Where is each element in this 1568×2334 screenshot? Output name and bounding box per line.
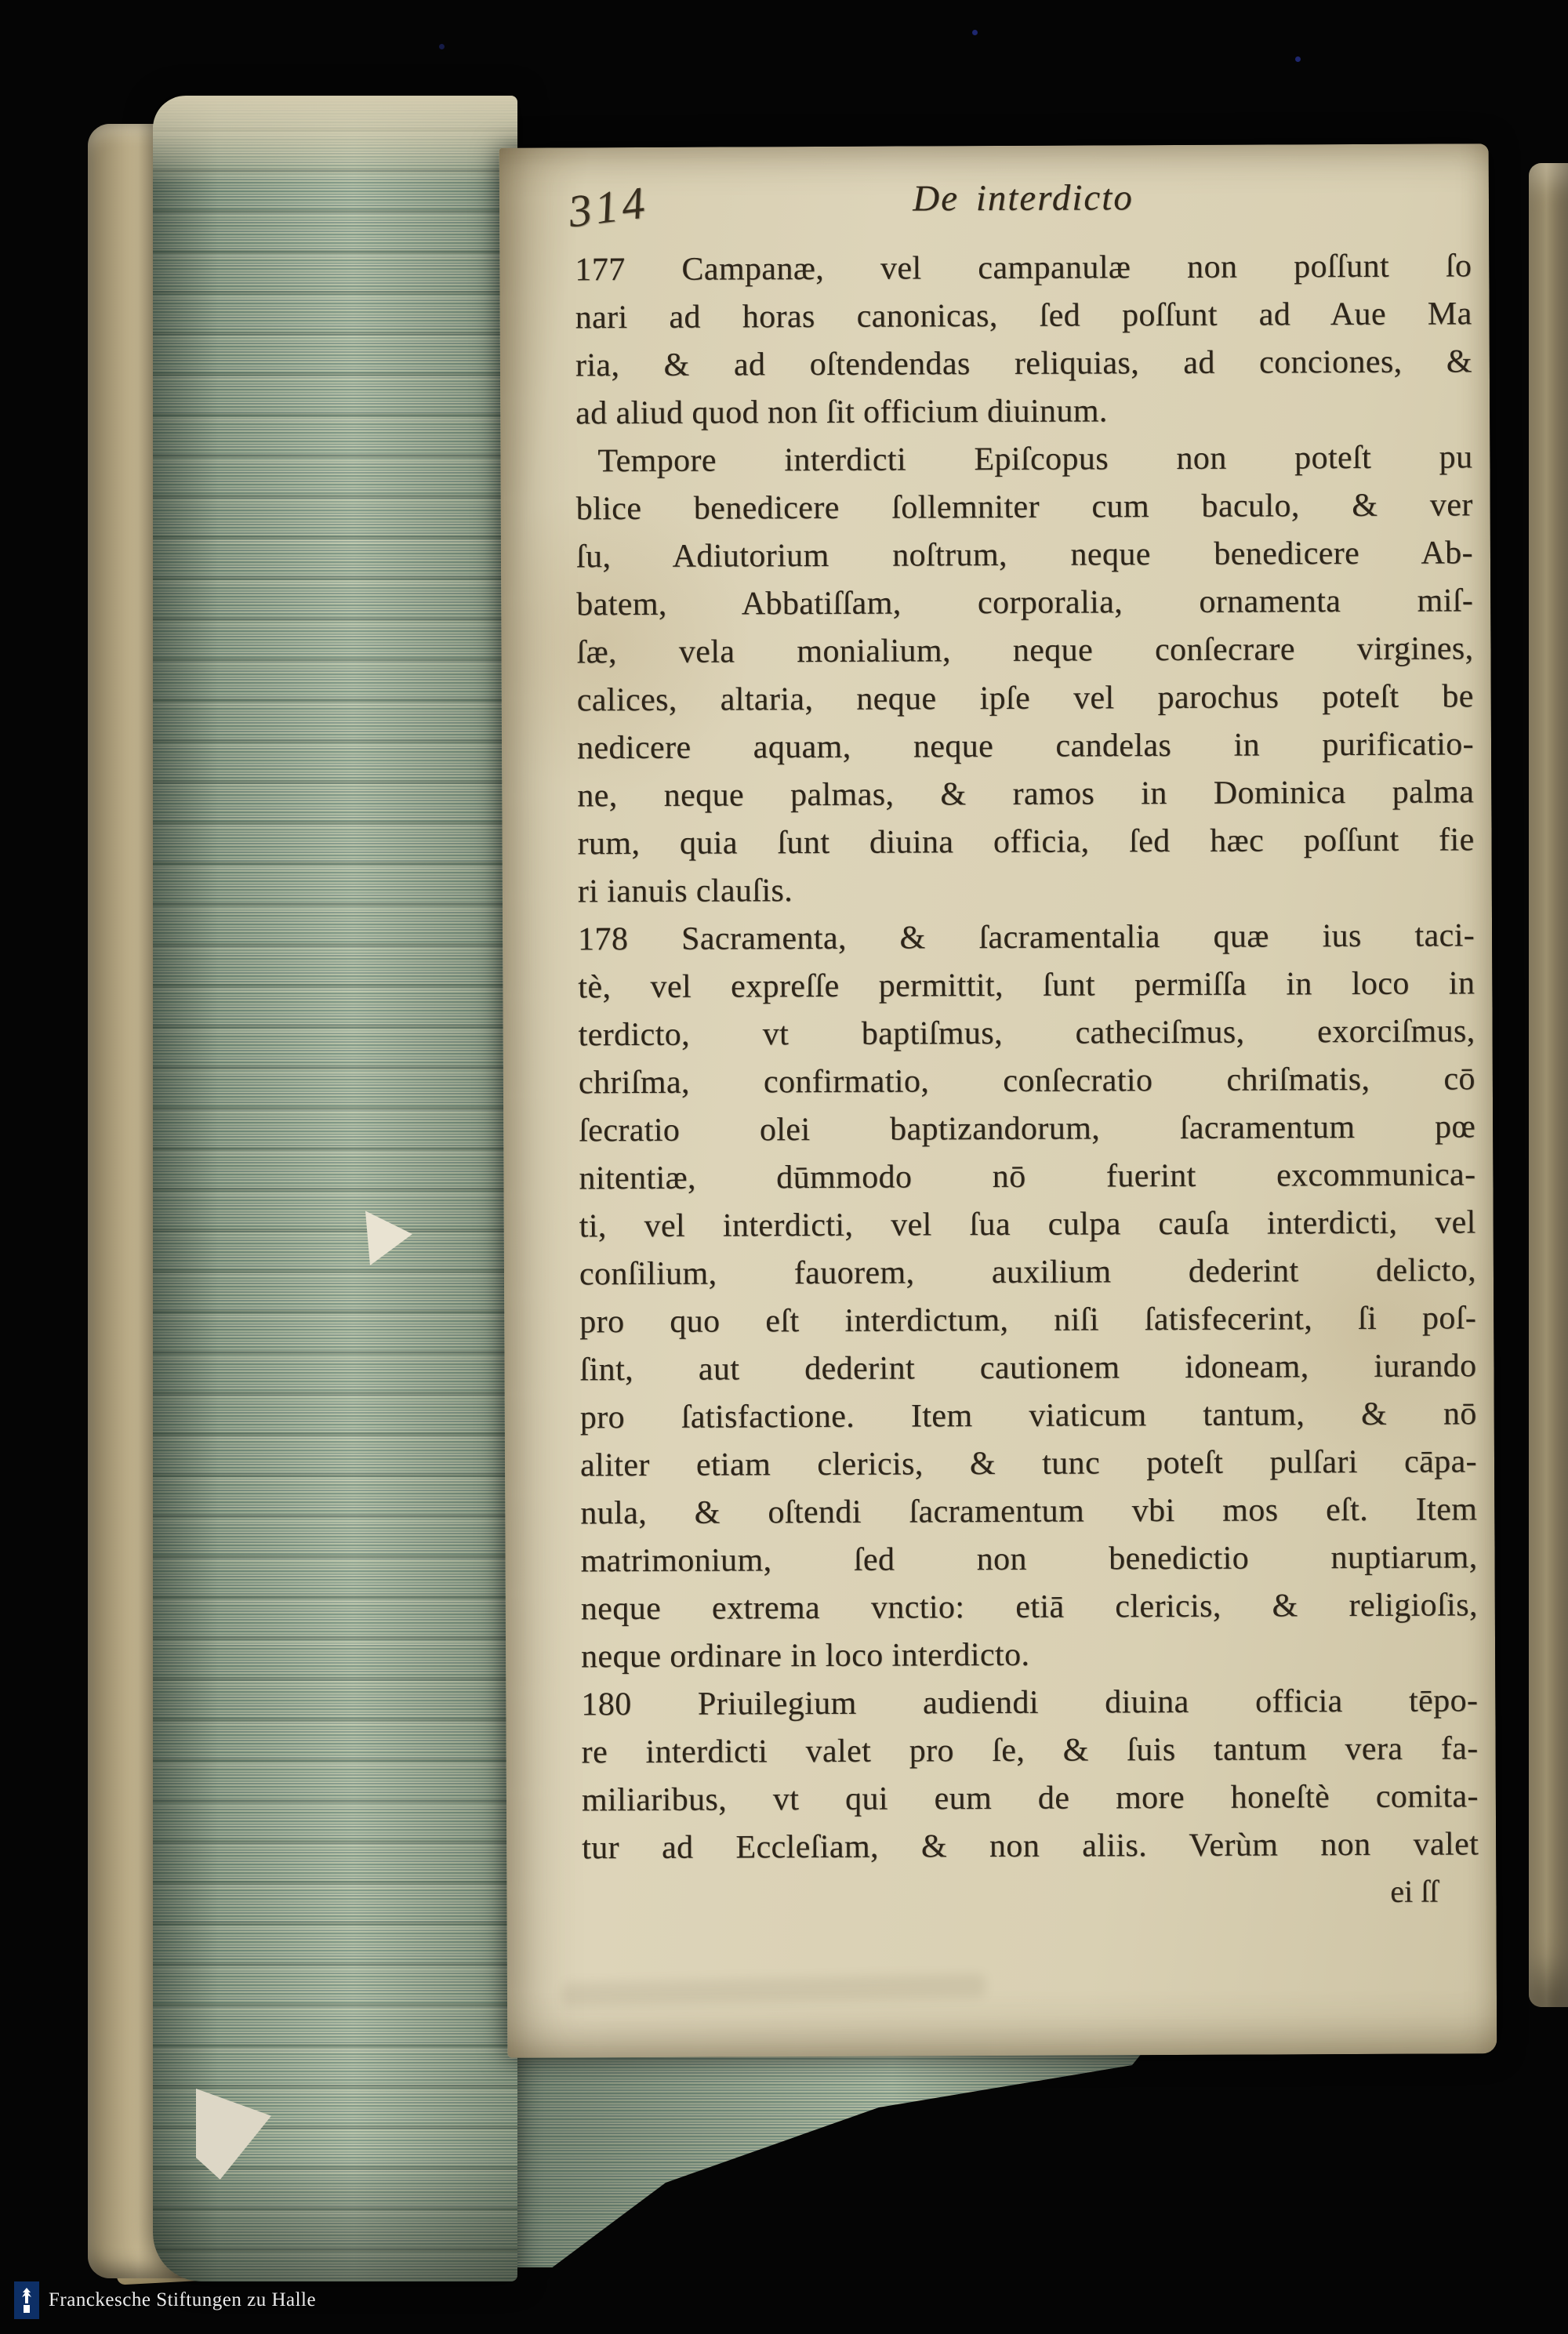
facing-page-edge <box>1529 163 1568 2007</box>
text-line: ſint, aut dederint cautionem idoneam, iurando <box>579 1348 1477 1388</box>
page-content <box>499 143 1497 2057</box>
text-line: ſæ, vela monialium, neque conſecrare virgines, <box>576 630 1474 671</box>
text-line: ne, neque palmas, & ramos in Dominica palma <box>577 774 1475 815</box>
catchword-row <box>582 1868 1479 1918</box>
text-line: ti, vel interdicti, vel ſua culpa cauſa interdicti, vel <box>579 1204 1476 1245</box>
text-line: 177 Campanæ, vel campanulæ non poſſunt ſo <box>575 248 1472 289</box>
text-line: ria, & ad oſtendendas reliquias, ad conciones, & <box>575 343 1472 384</box>
text-line: ri ianuis clauſis. <box>577 873 793 910</box>
running-header: De interdicto <box>913 177 1134 220</box>
text-line: nula, & oſtendi ſacramentum vbi mos eſt. Item <box>580 1491 1478 1532</box>
library-name: Franckesche Stiftungen zu Halle <box>49 2289 317 2310</box>
text-line: pro ſatisfactione. Item viaticum tantum, & nō <box>579 1396 1477 1436</box>
scanner-noise-speck <box>439 44 445 49</box>
text-line: nedicere aquam, neque candelas in purificatio- <box>576 726 1475 767</box>
text-line: conſilium, fauorem, auxilium dederint delicto, <box>579 1252 1477 1293</box>
page-edges-bottom <box>492 2032 1159 2267</box>
text-line: ſecratio olei baptizandorum, ſacramentum pœ <box>579 1109 1476 1149</box>
book-page <box>499 143 1497 2057</box>
text-line: neque extrema vnctio: etiā clericis, & religioſis, <box>580 1587 1478 1628</box>
scanner-noise-speck <box>972 30 978 35</box>
text-line: chriſma, confirmatio, conſecratio chriſmatis, cō <box>578 1061 1475 1102</box>
text-line: aliter etiam clericis, & tunc poteſt pulſari cāpa- <box>579 1443 1478 1484</box>
text-line: ſu, Adiutorium noſtrum, neque benedicere Ab- <box>575 535 1474 575</box>
text-line: calices, altaria, neque ipſe vel parochus poteſt be <box>576 678 1474 719</box>
text-line: re interdicti valet pro ſe, & ſuis tantum vera fa- <box>581 1730 1479 1771</box>
folio-number: 314 <box>565 176 652 238</box>
text-line: tè, vel expreſſe permittit, ſunt permiſſa in loco in <box>578 965 1475 1006</box>
text-line: terdicto, vt baptiſmus, catheciſmus, exorciſmus, <box>578 1013 1475 1054</box>
franckesche-stiftungen-logo-icon <box>14 2281 39 2319</box>
page-edges-stack <box>153 96 517 2281</box>
text-line: neque ordinare in loco interdicto. <box>580 1636 1030 1675</box>
text-line: pro quo eſt interdictum, niſi ſatisfecerint, ſi poſ- <box>579 1300 1477 1341</box>
text-line: nari ad horas canonicas, ſed poſſunt ad Aue Ma <box>575 296 1472 336</box>
scanner-noise-speck <box>1295 56 1301 62</box>
text-line: nitentiæ, dūmmodo nō fuerint excommunica- <box>579 1156 1476 1197</box>
ink-showthrough <box>562 1973 986 2006</box>
text-line: Tempore interdicti Epiſcopus non poteſt pu <box>597 439 1473 480</box>
library-watermark <box>14 2281 316 2319</box>
catchword: ei ſſ <box>1390 1873 1439 1909</box>
page-header <box>565 175 1472 246</box>
text-line: blice benedicere ſollemniter cum baculo, & ver <box>575 487 1473 528</box>
text-line: 178 Sacramenta, & ſacramentalia quæ ius taci- <box>577 917 1475 958</box>
text-line: tur ad Eccleſiam, & non aliis. Verùm non valet <box>582 1826 1479 1867</box>
text-line: ad aliud quod non ſit officium diuinum. <box>575 393 1108 432</box>
text-line: batem, Abbatiſſam, corporalia, ornamenta miſ- <box>576 583 1474 623</box>
text-line: matrimonium, ſed non benedictio nuptiarum, <box>580 1539 1478 1580</box>
text-line: rum, quia ſunt diuina officia, ſed hæc poſſunt fie <box>577 822 1475 862</box>
text-line: miliaribus, vt qui eum de more honeſtè comita- <box>581 1778 1479 1819</box>
text-line: 180 Priuilegium audiendi diuina officia tēpo- <box>581 1682 1479 1723</box>
text-body <box>575 242 1479 1872</box>
